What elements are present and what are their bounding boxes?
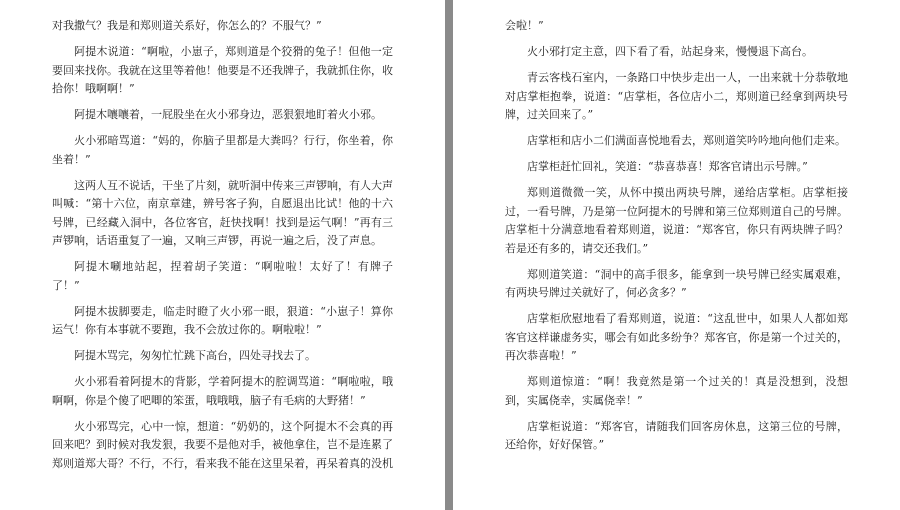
paragraph: 郑则道微微一笑，从怀中摸出两块号牌，递给店掌柜。店掌柜接过，一看号牌，乃是第一位阿提木的号牌和第三位郑则道自己的号牌。店掌柜十分满意地看着郑则道，说道：“郑客官，你只有两块牌子吗？若是还有多的，请交还我们。” bbox=[505, 186, 848, 255]
paragraph: 阿提木唰地站起，捏着胡子笑道：“啊啦啦！太好了！有牌子了！” bbox=[52, 260, 393, 292]
paragraph: 店掌柜欣慰地看了看郑则道，说道：“这乱世中，如果人人都如郑客官这样谦虚务实，哪会有如此多纷争？郑客官，你是第一个过关的，再次恭喜啦！” bbox=[505, 312, 848, 362]
paragraph: 阿提木嚷嚷着，一屁股坐在火小邪身边，恶狠狠地盯着火小邪。 bbox=[74, 108, 382, 121]
paragraph: 火小邪暗骂道：“妈的，你脑子里都是大粪吗？行行，你坐着，你坐着！” bbox=[52, 134, 393, 166]
paragraph: 郑则道惊道：“啊！我竟然是第一个过关的！真是没想到，没想到，实属侥幸，实属侥幸！” bbox=[505, 375, 848, 407]
paragraph: 阿提木说道：“啊啦，小崽子，郑则道是个狡猾的兔子！但他一定要回来找你。我就在这里等着他！他要是不还我牌子，我就抓住你，收拾你！哦啊啊！” bbox=[52, 45, 393, 95]
paragraph: 火小邪打定主意，四下看了看，站起身来，慢慢退下高台。 bbox=[527, 45, 813, 58]
paragraph: 这两人互不说话，干坐了片刻，就听洞中传来三声锣响，有人大声叫喊：“第十六位，南京章建，辨号客子狗，自愿退出比试！他的十六号牌，已经藏入洞中，各位客官，赶快找啊！找到是运气啊！”再有三声锣响，话语重复了一遍，又响三声锣，再说一遍之后，没了声息。 bbox=[52, 178, 393, 247]
paragraph: 阿提木拔脚要走，临走时瞪了火小邪一眼，狠道：“小崽子！算你运气！你有本事就不要跑，我不会放过你的。啊啦啦！” bbox=[52, 304, 393, 336]
paragraph: 火小邪看着阿提木的背影，学着阿提木的腔调骂道：“啊啦啦，哦啊啊，你是个傻了吧唧的笨蛋，哦哦哦，脑子有毛病的大野猪！” bbox=[52, 375, 393, 407]
paragraph: 阿提木骂完，匆匆忙忙跳下高台，四处寻找去了。 bbox=[74, 349, 316, 362]
paragraph: 店掌柜赶忙回礼，笑道：“恭喜恭喜！郑客官请出示号牌。” bbox=[527, 160, 808, 173]
right-page bbox=[453, 0, 900, 510]
paragraph: 火小邪骂完，心中一惊，想道：“奶奶的，这个阿提木不会真的再回来吧？到时候对我发狠，我要不是他对手，被他拿住，岂不是连累了郑则道郑大哥？不行，不行，看来我不能在这里呆着，再呆着真的没机 bbox=[52, 419, 393, 470]
paragraph: 店掌柜说道：“郑客官，请随我们回客房休息，这第三位的号牌，还给你，好好保管。” bbox=[505, 419, 848, 451]
left-page bbox=[0, 0, 445, 510]
paragraph: 郑则道笑道：“洞中的高手很多，能拿到一块号牌已经实属艰难，有两块号牌过关就好了，何必贪多？” bbox=[505, 267, 848, 299]
paragraph: 会啦！” bbox=[505, 19, 544, 32]
paragraph: 店掌柜和店小二们满面喜悦地看去，郑则道笑吟吟地向他们走来。 bbox=[527, 134, 846, 147]
page-divider bbox=[445, 0, 453, 510]
paragraph: 对我撒气？我是和郑则道关系好，你怎么的？不服气？” bbox=[52, 19, 322, 32]
paragraph: 青云客栈石室内，一条路口中快步走出一人，一出来就十分恭敬地对店掌柜抱拳，说道：“店掌柜，各位店小二，郑则道已经拿到两块号牌，过关回来了。” bbox=[505, 71, 848, 121]
